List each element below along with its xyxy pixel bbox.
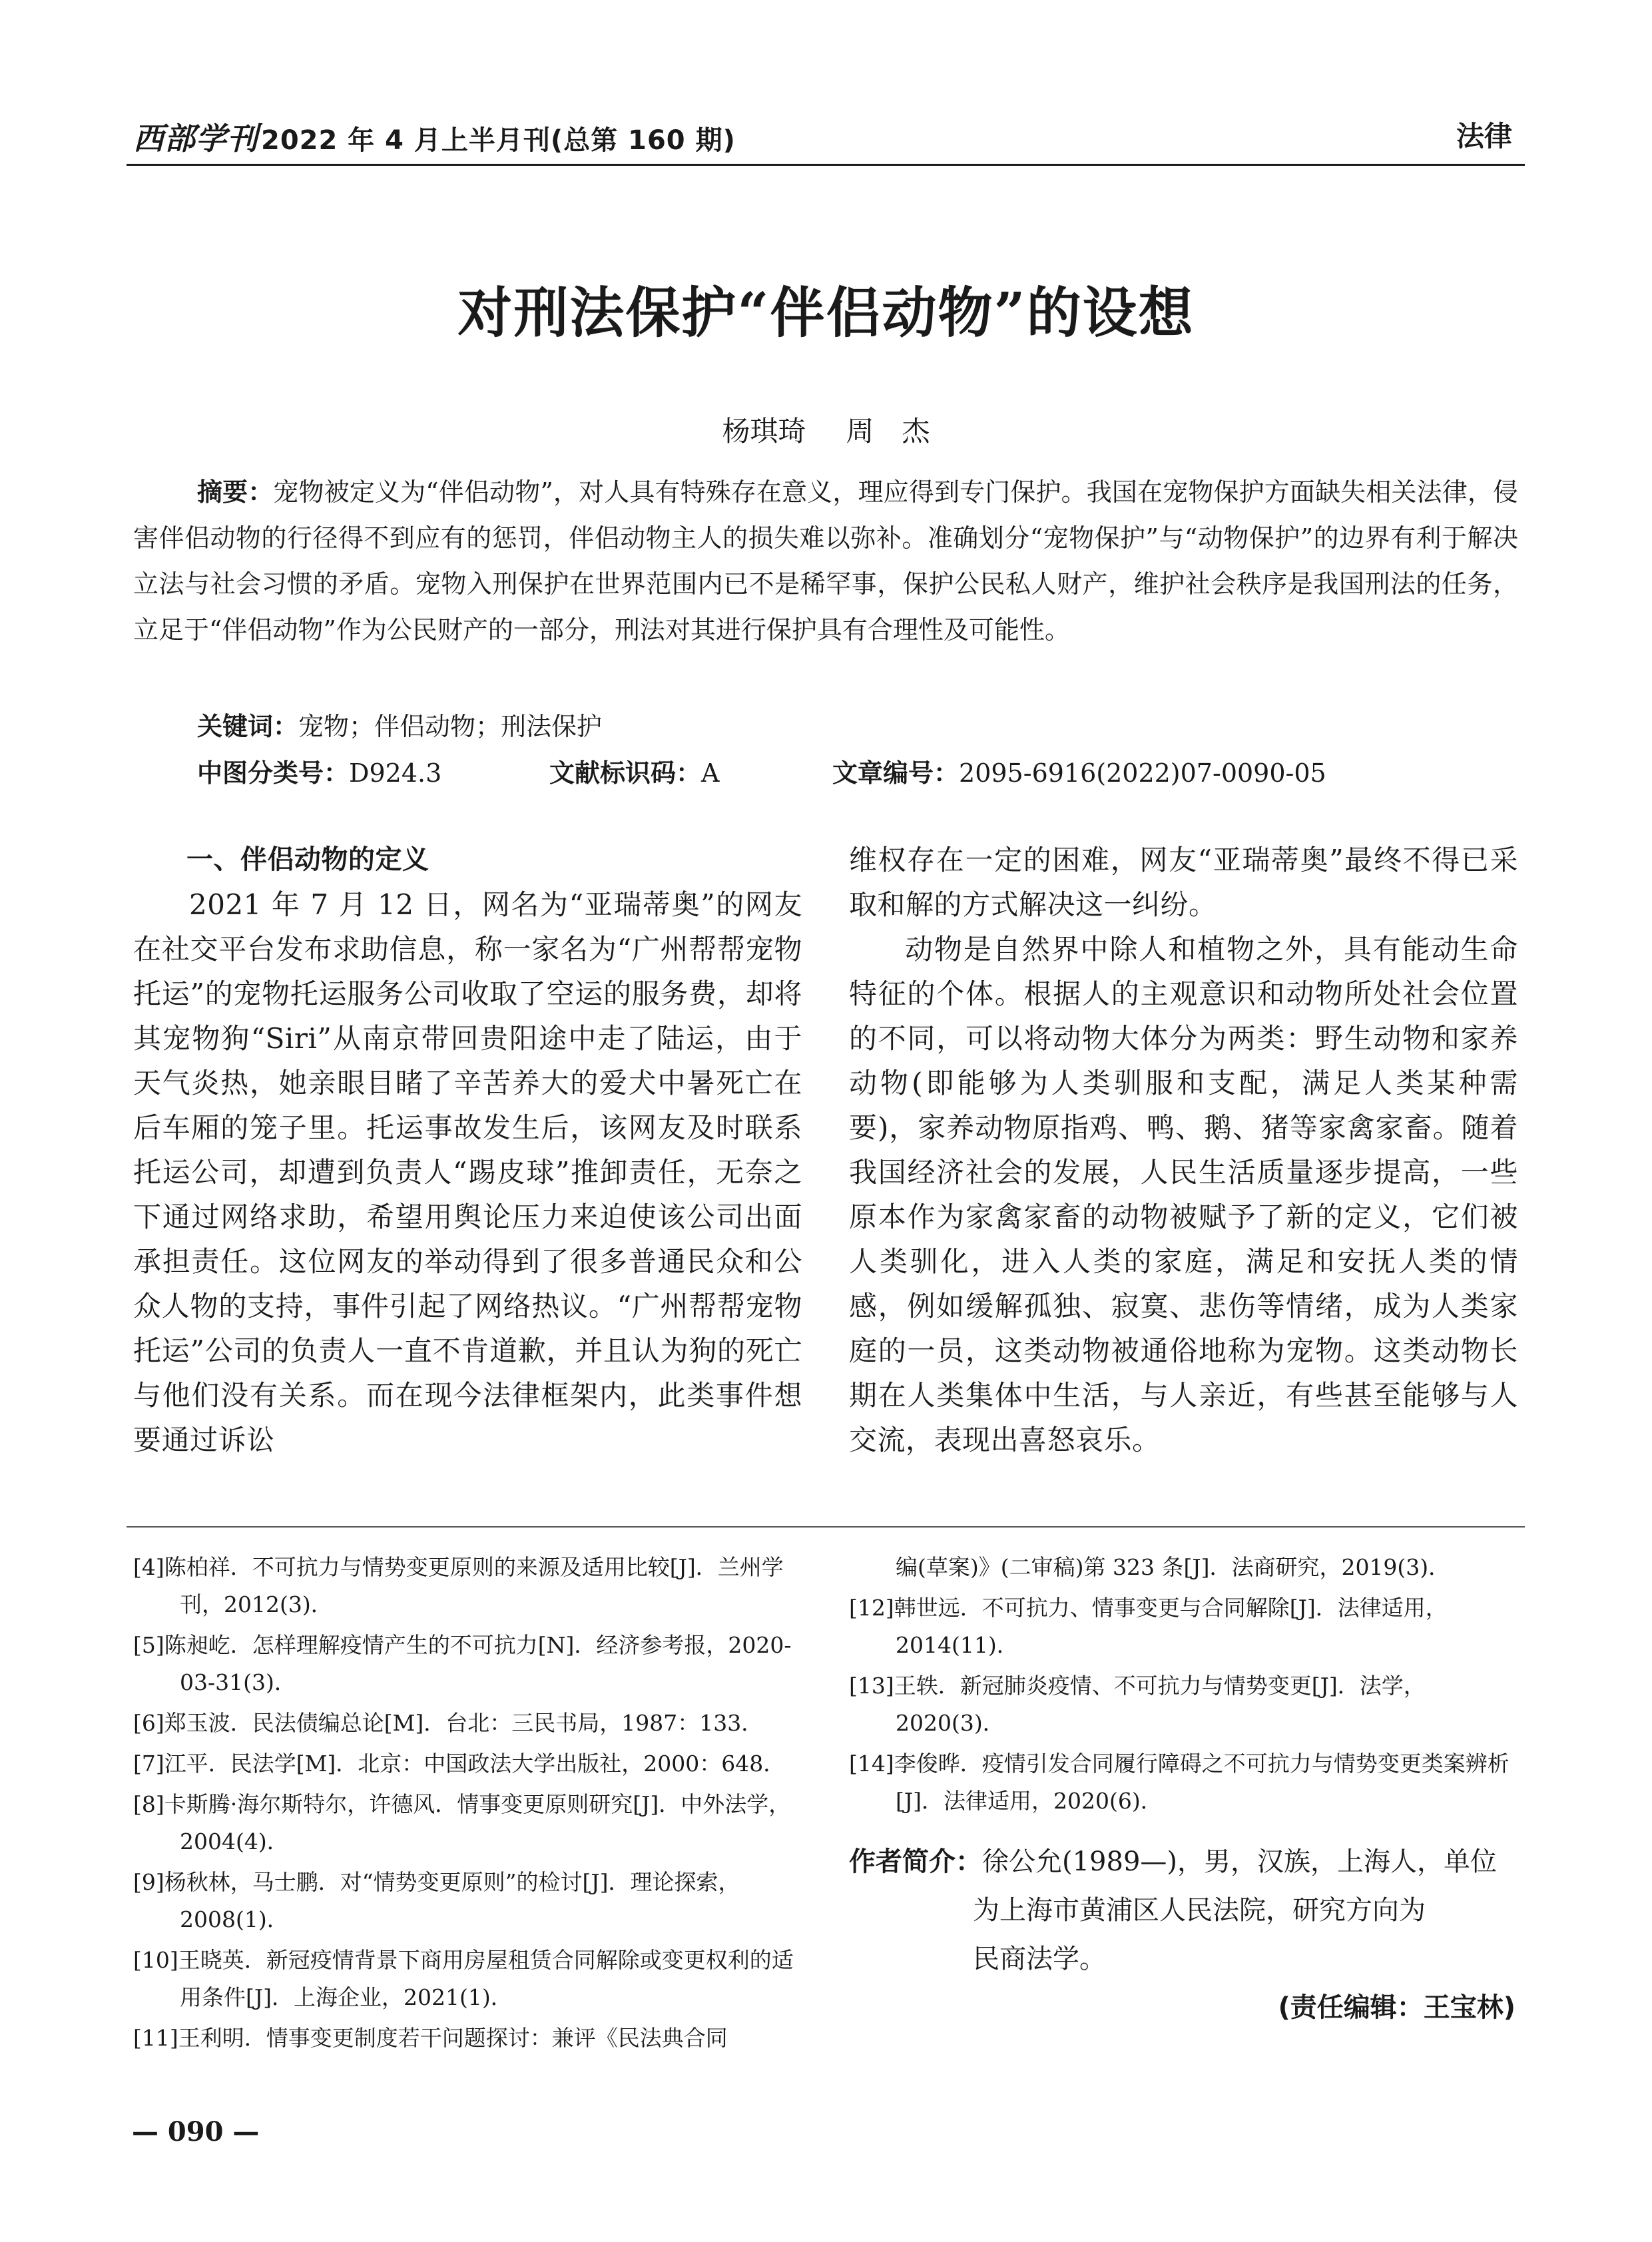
reference-continuation: 编(草案)》(二审稿)第 323 条[J]．法商研究，2019(3)． xyxy=(896,1554,1451,1580)
reference-item: [14]李俊晔．疫情引发合同履行障碍之不可抗力与情势变更类案辨析[J]．法律适用，2020(6)． xyxy=(849,1751,1510,1814)
references-right xyxy=(849,1549,1518,1823)
clc-label: 中图分类号： xyxy=(197,758,350,788)
doc-code-label: 文献标识码： xyxy=(549,758,702,788)
author-intro-label: 作者简介： xyxy=(849,1846,982,1877)
references-divider xyxy=(127,1526,1525,1528)
body-column-left xyxy=(133,838,802,1462)
author-name: 杨琪琦 xyxy=(722,415,806,447)
reference-item: [8]卡斯腾·海尔斯特尔，许德风．情事变更原则研究[J]．中外法学，2004(4)． xyxy=(133,1791,791,1854)
abstract-label: 摘要： xyxy=(197,477,274,507)
reference-item: [11]王利明．情事变更制度若干问题探讨：兼评《民法典合同 xyxy=(133,2025,728,2051)
clc-number xyxy=(197,752,441,789)
author-list xyxy=(0,410,1652,449)
body-paragraph: 动物是自然界中除人和植物之外，具有能动生命特征的个体。根据人的主观意识和动物所处社会位置的不同，可以将动物大体分为两类：野生动物和家养动物(即能够为人类驯服和支配，满足人类某种需要)，家养动物原指鸡、鸭、鹅、猪等家禽家畜。随着我国经济社会的发展，人民生活质量逐步提高，一些原本作为家禽家畜的动物被赋予了新的定义，它们被人类驯化，进入人类的家庭，满足和安抚人类的情感，例如缓解孤独、寂寞、悲伤等情绪，成为人类家庭的一员，这类动物被通俗地称为宠物。这类动物长期在人类集体中生活，与人亲近，有些甚至能够与人交流，表现出喜怒哀乐。 xyxy=(849,933,1518,1456)
author-intro xyxy=(849,1838,1518,1984)
article-number-value: 2095-6916(2022)07-0090-05 xyxy=(959,758,1326,788)
abstract xyxy=(133,469,1518,653)
abstract-text: 宠物被定义为“伴侣动物”，对人具有特殊存在意义，理应得到专门保护。我国在宠物保护方面缺失相关法律，侵害伴侣动物的行径得不到应有的惩罚，伴侣动物主人的损失难以弥补。准确划分“宠物保护”与“动物保护”的边界有利于解决立法与社会习惯的矛盾。宠物入刑保护在世界范围内已不是稀罕事，保护公民私人财产，维护社会秩序是我国刑法的任务，立足于“伴侣动物”作为公民财产的一部分，刑法对其进行保护具有合理性及可能性。 xyxy=(133,477,1518,645)
keywords-text: 宠物；伴侣动物；刑法保护 xyxy=(298,712,603,741)
body-paragraph: 2021 年 7 月 12 日，网名为“亚瑞蒂奥”的网友在社交平台发布求助信息，称一家名为“广州帮帮宠物托运”的宠物托运服务公司收取了空运的服务费，却将其宠物狗“Siri”从南京带回贵阳途中走了陆运，由于天气炎热，她亲眼目睹了辛苦养大的爱犬中暑死亡在后车厢的笼子里。托运事故发生后，该网友及时联系托运公司，却遭到负责人“踢皮球”推卸责任，无奈之下通过网络求助，希望用舆论压力来迫使该公司出面承担责任。这位网友的举动得到了很多普通民众和公众人物的支持，事件引起了网络热议。“广州帮帮宠物托运”公司的负责人一直不肯道歉，并且认为狗的死亡与他们没有关系。而在现今法律框架内，此类事件想要通过诉讼 xyxy=(133,888,802,1456)
body-paragraph: 维权存在一定的困难，网友“亚瑞蒂奥”最终不得已采取和解的方式解决这一纠纷。 xyxy=(849,844,1518,921)
reference-item: [12]韩世远．不可抗力、情事变更与合同解除[J]．法律适用，2014(11)． xyxy=(849,1595,1448,1658)
reference-item: [7]江平．民法学[M]．北京：中国政法大学出版社，2000：648． xyxy=(133,1751,786,1777)
reference-item: [4]陈柏祥．不可抗力与情势变更原则的来源及适用比较[J]．兰州学刊，2012(3)． xyxy=(133,1554,784,1617)
article-number-label: 文章编号： xyxy=(832,758,960,788)
header-rule xyxy=(127,164,1525,166)
body-column-right xyxy=(849,838,1518,1462)
journal-logo: 西部学刊 xyxy=(133,121,258,156)
keywords xyxy=(197,706,602,742)
reference-item: [10]王晓英．新冠疫情背景下商用房屋租赁合同解除或变更权利的适用条件[J]．上海企业，2021(1)． xyxy=(133,1947,794,2010)
clc-value: D924.3 xyxy=(349,758,442,788)
responsible-editor: (责任编辑：王宝林) xyxy=(1278,1992,1515,2023)
reference-item: [13]王轶．新冠肺炎疫情、不可抗力与情势变更[J]．法学，2020(3)． xyxy=(849,1673,1426,1736)
document-code xyxy=(549,752,719,789)
author-intro-line: 为上海市黄浦区人民法院，研究方向为 xyxy=(973,1895,1426,1926)
reference-item: [5]陈昶屹．怎样理解疫情产生的不可抗力[N]．经济参考报，2020-03-31(3)． xyxy=(133,1632,792,1695)
page-number: — 090 — xyxy=(132,2116,260,2147)
section-heading: 一、伴侣动物的定义 xyxy=(186,844,429,875)
article-number xyxy=(832,752,1326,789)
author-intro-line: 徐公允(1989—)，男，汉族，上海人，单位 xyxy=(982,1846,1498,1877)
section-label: 法律 xyxy=(1456,120,1512,152)
author-name: 周 杰 xyxy=(846,415,930,447)
doc-code-value: A xyxy=(701,758,720,788)
reference-item: [9]杨秋林，马士鹏．对“情势变更原则”的检讨[J]．理论探索，2008(1)． xyxy=(133,1869,740,1932)
issue-info: 2022 年 4 月上半月刊(总第 160 期) xyxy=(261,125,736,156)
reference-item: [6]郑玉波．民法债编总论[M]．台北：三民书局，1987：133． xyxy=(133,1710,764,1736)
references-left xyxy=(133,1549,806,2060)
article-title: 对刑法保护“伴侣动物”的设想 xyxy=(457,281,1195,345)
journal-header xyxy=(133,115,736,158)
author-intro-line: 民商法学。 xyxy=(973,1944,1106,1974)
keywords-label: 关键词： xyxy=(197,712,299,741)
